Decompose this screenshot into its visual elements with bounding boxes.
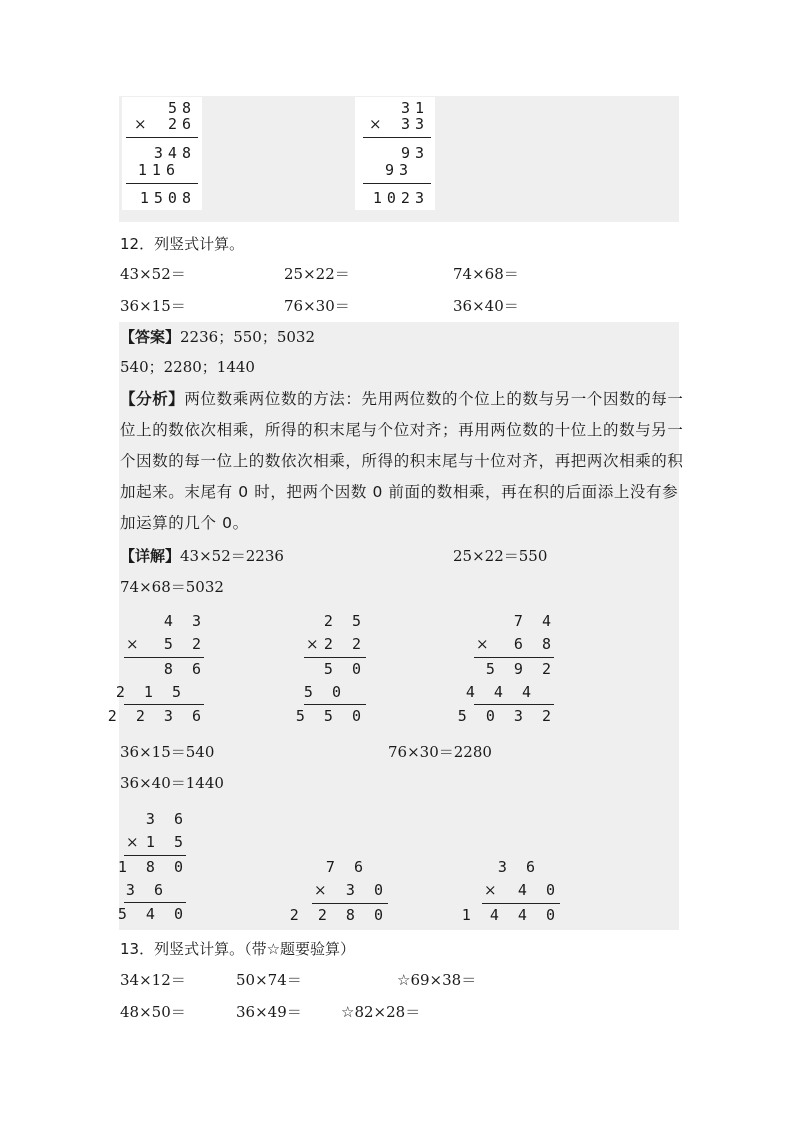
calc-operand-b: 33 [400,115,429,133]
calc-result: 5 4 0 [117,905,188,923]
calc-rule [474,704,554,705]
calc-partial-1: 5 9 2 [485,660,556,678]
vertical-calc-74x68 [457,610,560,725]
vertical-calc-76x30 [289,856,392,926]
calc-operand-b: 3 0 [345,881,388,899]
answer-line-1 [120,327,315,347]
multiply-sign: × [126,635,139,653]
q13-title: 13．列竖式计算。（带☆题要验算） [120,940,356,958]
vertical-calc-36x40 [461,856,564,926]
answer-line-2: 540；2280；1440 [120,358,255,376]
calc-operand-b: 5 2 [163,635,206,653]
calc-partial-2: 4 4 4 [465,683,536,701]
calc-operand-a: 7 4 [513,612,556,630]
equation: 25×22＝550 [453,547,548,565]
q13-problem: 50×74＝ [236,971,302,989]
analysis-label: 【分析】 [120,390,185,408]
vertical-calc-25x22 [295,610,370,725]
calc-operand-a: 3 6 [145,810,188,828]
q13-problem: 34×12＝ [120,971,186,989]
q13-problem: ☆82×28＝ [341,1003,421,1021]
calc-partial-2: 5 0 [303,683,346,701]
equation: 36×40＝1440 [120,774,224,792]
calc-rule [304,657,366,658]
calc-rule [363,137,431,138]
detail-line-1 [120,546,284,566]
q13-problem: ☆69×38＝ [397,971,477,989]
calc-operand-a: 58 [167,99,196,117]
equation: 43×52＝2236 [180,547,284,565]
calc-result: 2 2 3 6 [107,707,206,725]
q13-problem: 36×49＝ [236,1003,302,1021]
calc-partial-2: 93 [384,161,413,179]
q12-problem: 36×15＝ [120,297,186,315]
calc-operand-a: 31 [400,99,429,117]
answer-values: 2236；550；5032 [180,328,315,346]
calc-result: 1508 [139,189,196,207]
calc-figure-right [355,97,435,210]
calc-figure-left [122,97,202,210]
calc-result: 5 5 0 [295,707,366,725]
calc-partial-2: 3 6 [125,881,168,899]
calc-operand-b: 6 8 [513,635,556,653]
calc-operand-a: 7 6 [325,858,368,876]
q12-title: 12．列竖式计算。 [120,235,245,253]
multiply-sign: × [476,635,489,653]
calc-rule [124,704,204,705]
vertical-calc-36x15 [117,808,192,923]
calc-rule [304,704,366,705]
equation: 36×15＝540 [120,743,215,761]
calc-rule [482,903,560,904]
calc-partial-1: 8 6 [163,660,206,678]
detail-label: 【详解】 [120,547,181,565]
equation: 76×30＝2280 [388,743,492,761]
q12-problem: 74×68＝ [453,265,519,283]
calc-operand-b: 2 2 [323,635,366,653]
multiply-sign: × [484,881,497,899]
multiply-sign: × [134,115,147,133]
calc-operand-b: 4 0 [517,881,560,899]
calc-rule [312,903,388,904]
q12-problem: 36×40＝ [453,297,519,315]
calc-operand-b: 1 5 [145,833,188,851]
calc-rule [363,183,431,184]
analysis-paragraph [120,384,685,539]
calc-result: 5 0 3 2 [457,707,556,725]
multiply-sign: × [314,881,327,899]
equation: 74×68＝5032 [120,578,224,596]
q13-problem: 48×50＝ [120,1003,186,1021]
calc-rule [124,902,186,903]
multiply-sign: × [306,635,319,653]
calc-operand-b: 26 [167,115,196,133]
calc-result: 2 2 8 0 [289,906,388,924]
calc-partial-1: 5 0 [323,660,366,678]
multiply-sign: × [126,833,139,851]
answer-label: 【答案】 [120,328,181,346]
calc-partial-2: 2 1 5 [115,683,186,701]
calc-rule [126,183,198,184]
calc-rule [124,657,204,658]
calc-operand-a: 3 6 [497,858,540,876]
calc-partial-1: 93 [400,144,429,162]
vertical-calc-43x52 [107,610,210,725]
calc-result: 1 4 4 0 [461,906,560,924]
multiply-sign: × [369,115,382,133]
calc-rule [474,657,554,658]
analysis-text: 两位数乘两位数的方法：先用两位数的个位上的数与另一个因数的每一位上的数依次相乘，所得的积末尾与个位对齐；再用两位数的十位上的数与另一个因数的每一位上的数依次相乘，所得的积末尾与十位对齐，再把两次相乘的积加起来。末尾有 0 时，把两个因数 0 前面的数相乘，再在积的后面添上没有参加运算的几个 0。 [120,390,684,532]
calc-partial-1: 348 [153,144,196,162]
calc-partial-2: 116 [137,161,180,179]
calc-rule [126,137,198,138]
q12-problem: 76×30＝ [284,297,350,315]
calc-operand-a: 2 5 [323,612,366,630]
calc-operand-a: 4 3 [163,612,206,630]
q12-problem: 25×22＝ [284,265,350,283]
calc-partial-1: 1 8 0 [117,858,188,876]
calc-result: 1023 [372,189,429,207]
calc-rule [124,855,186,856]
q12-problem: 43×52＝ [120,265,186,283]
